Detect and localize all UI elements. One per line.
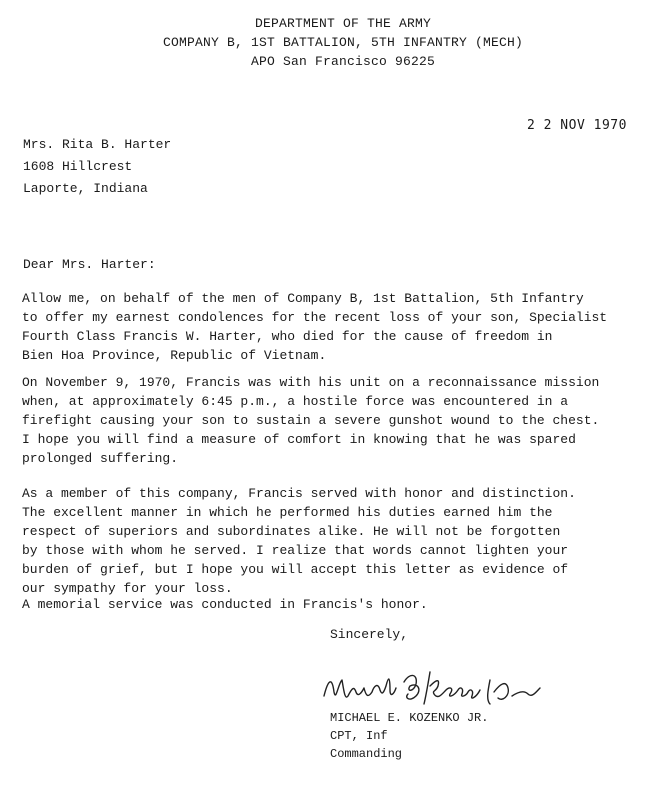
signer-title: Commanding xyxy=(330,747,403,761)
body-paragraph-4: A memorial service was conducted in Francis's honor. xyxy=(22,597,428,612)
signer-name: MICHAEL E. KOZENKO JR. xyxy=(330,711,489,725)
recipient-address xyxy=(23,134,171,200)
letterhead xyxy=(0,14,666,71)
signer-rank: CPT, Inf xyxy=(330,729,388,743)
closing: Sincerely, xyxy=(330,627,409,642)
body-paragraph-3: As a member of this company, Francis served with honor and distinction. The excellent manner in which he performed his duties earned him the respect of superiors and subordinates alike. He will not be forgotten by those with whom he served. I realize that words cannot lighten your burden of grief, but I hope you will accept this letter as evidence of our sympathy for your loss. xyxy=(22,486,576,596)
letterhead-address: APO San Francisco 96225 xyxy=(250,54,436,69)
signature-block xyxy=(330,709,488,763)
letterhead-department: DEPARTMENT OF THE ARMY xyxy=(254,16,432,31)
letterhead-unit: COMPANY B, 1ST BATTALION, 5TH INFANTRY (MECH) xyxy=(162,35,524,50)
letter-date: 2 2 NOV 1970 xyxy=(527,118,627,133)
recipient-street: 1608 Hillcrest xyxy=(23,159,133,174)
salutation: Dear Mrs. Harter: xyxy=(23,257,156,272)
recipient-city: Laporte, Indiana xyxy=(23,181,148,196)
body-paragraph-2: On November 9, 1970, Francis was with his unit on a reconnaissance mission when, at approximately 6:45 p.m., a hostile force was encountered in a firefight causing your son to sustain a severe gunshot wound to the chest. I hope you will find a measure of comfort in knowing that he was spared prolonged suffering. xyxy=(22,375,600,466)
recipient-name: Mrs. Rita B. Harter xyxy=(23,137,172,152)
body-paragraph-1: Allow me, on behalf of the men of Company B, 1st Battalion, 5th Infantry to offer my earnest condolences for the recent loss of your son, Specialist Fourth Class Francis W. Harter, who died for the cause of freedom in Bien Hoa Province, Republic of Vietnam. xyxy=(22,291,608,363)
